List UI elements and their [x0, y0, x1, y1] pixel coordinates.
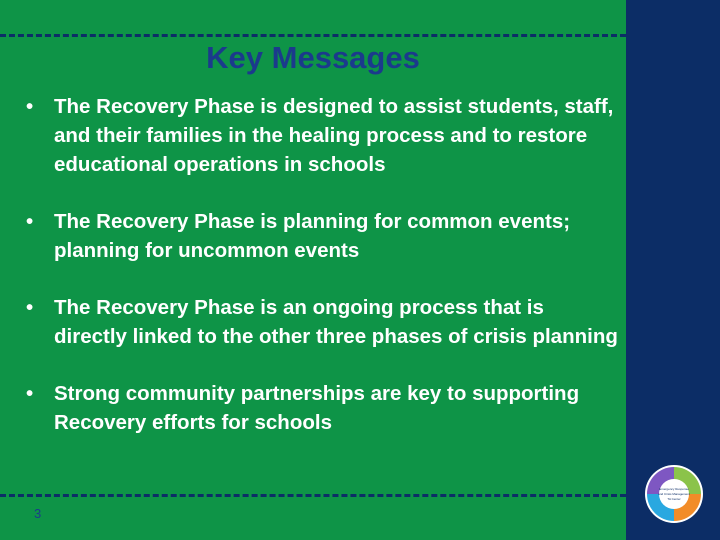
bullet-text: The Recovery Phase is designed to assist students, staff, and their families in the healing process and to restore educational operations in schools: [54, 95, 614, 176]
logo-text-line1: Emergency Response: [659, 487, 689, 491]
bullet-list: [26, 92, 618, 465]
sidebar-panel: [626, 0, 720, 540]
logo-text-line2: and Crisis Management: [658, 492, 690, 496]
erem-logo: [644, 464, 704, 524]
top-dashed-divider: [0, 34, 626, 37]
bullet-text: The Recovery Phase is planning for common events; planning for uncommon events: [54, 210, 571, 262]
bullet-marker: •: [26, 210, 34, 233]
bullet-item: [26, 92, 618, 179]
slide-title: Key Messages: [206, 40, 420, 75]
page-number: 3: [34, 506, 42, 521]
bullet-marker: •: [26, 296, 34, 319]
bullet-marker: •: [26, 95, 34, 118]
bullet-marker: •: [26, 382, 34, 405]
bullet-item: [26, 293, 618, 351]
bottom-dashed-divider: [0, 494, 626, 497]
bullet-text: The Recovery Phase is an ongoing process that is directly linked to the other three phases of crisis planning: [54, 296, 618, 348]
bullet-item: [26, 207, 618, 265]
bullet-text: Strong community partnerships are key to supporting Recovery efforts for schools: [54, 382, 580, 434]
logo-text-line3: TA Center: [667, 497, 681, 501]
bullet-item: [26, 379, 618, 437]
